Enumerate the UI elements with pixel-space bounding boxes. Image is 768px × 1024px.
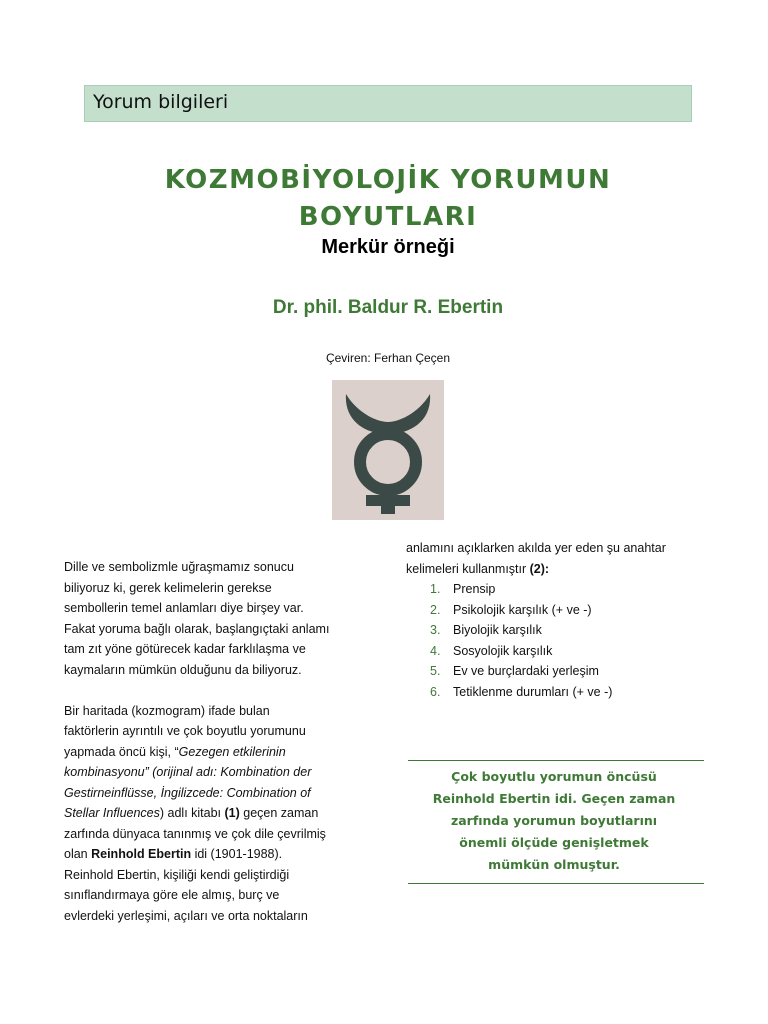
- list-number: 4.: [430, 643, 441, 658]
- reference-marker: (2): [529, 561, 545, 576]
- list-item: [406, 661, 706, 682]
- paragraph-2: [64, 701, 376, 927]
- text-line: sembollerin temel anlamları diye birşey var.: [64, 601, 304, 615]
- translator-credit: Çeviren: Ferhan Çeçen: [325, 351, 451, 365]
- list-item: [406, 641, 706, 662]
- text-line: Bir haritada (kozmogram) ifade bulan: [64, 703, 270, 718]
- pull-quote-line: Çok boyutlu yorumun öncüsü: [451, 769, 657, 784]
- list-item-text: Biyolojik karşılık: [453, 623, 542, 637]
- pull-quote-line: mümkün olmuştur.: [488, 857, 620, 872]
- section-header-label: Yorum bilgileri: [93, 91, 229, 113]
- text-line: sınıflandırmaya göre ele almış, burç ve: [64, 888, 280, 902]
- section-header: [84, 85, 692, 122]
- list-item: [406, 600, 706, 621]
- text-line: evlerdeki yerleşimi, açıları ve orta noktaların: [64, 908, 308, 923]
- list-intro: [406, 538, 706, 579]
- book-title-italic: Gezegen etkilerinin: [178, 744, 286, 759]
- list-item: [406, 620, 706, 641]
- reference-marker: (1): [224, 806, 240, 820]
- text-line: Reinhold Ebertin, kişiliği kendi geliştirdiği: [64, 867, 290, 882]
- list-number: 5.: [430, 664, 441, 678]
- left-text-column: [64, 557, 376, 926]
- author-name: Dr. phil. Baldur R. Ebertin: [272, 297, 504, 318]
- pull-quote-line: zarfında yorumun boyutlarını: [450, 813, 658, 828]
- book-title-italic: Stellar Influences: [64, 806, 160, 820]
- title-line-2: BOYUTLARI: [298, 202, 478, 232]
- list-item-text: Ev ve burçlardaki yerleşim: [453, 664, 599, 678]
- page-title: [84, 162, 692, 236]
- subtitle: Merkür örneği: [321, 236, 455, 258]
- text-line: tam zıt yöne götürecek kadar farklılaşma ve: [64, 642, 306, 656]
- book-title-italic: kombinasyonu” (orijinal adı: Kombination der: [64, 765, 312, 779]
- paragraph-1: [64, 557, 376, 680]
- mercury-symbol-icon: [332, 380, 444, 520]
- text-line: Dille ve sembolizmle uğraşmamız sonucu: [64, 560, 294, 574]
- callout-top-rule: [408, 760, 704, 761]
- book-title-italic: Gestirneinflüsse, İngilizcede: Combination of: [64, 785, 311, 800]
- text-line: anlamını açıklarken akılda yer eden şu anahtar: [406, 541, 666, 555]
- text-line: kaymaların mümkün olduğunu da biliyoruz.: [64, 662, 302, 677]
- list-item: [406, 579, 706, 600]
- list-number: 6.: [430, 684, 441, 699]
- list-number: 1.: [430, 582, 441, 596]
- text-line: geçen zaman: [239, 806, 319, 820]
- person-name: Reinhold Ebertin: [91, 847, 192, 861]
- text-line: Fakat yoruma bağlı olarak, başlangıçtaki anlamı: [64, 621, 330, 636]
- list-number: 3.: [430, 623, 441, 637]
- list-item-text: Prensip: [453, 582, 496, 596]
- pull-quote-line: önemli ölçüde genişletmek: [459, 835, 649, 850]
- text-line: biliyoruz ki, gerek kelimelerin gerekse: [64, 580, 272, 595]
- list-item-text: Sosyolojik karşılık: [453, 643, 553, 658]
- callout-bottom-rule: [408, 883, 704, 884]
- right-text-column: [406, 538, 706, 702]
- text-line: idi (1901-1988).: [191, 847, 283, 861]
- list-item-text: Psikolojik karşılık (+ ve -): [453, 602, 592, 617]
- list-item: [406, 682, 706, 703]
- title-line-1: KOZMOBİYOLOJİK YORUMUN: [164, 165, 612, 195]
- pull-quote: [408, 766, 700, 876]
- text-line: olan: [64, 847, 92, 861]
- text-line: faktörlerin ayrıntılı ve çok boyutlu yorumunu: [64, 724, 306, 738]
- pull-quote-line: Reinhold Ebertin idi. Geçen zaman: [432, 791, 676, 806]
- text-line: kelimeleri kullanmıştır: [406, 561, 530, 576]
- keyword-list: [406, 579, 706, 702]
- mercury-symbol-image: [332, 380, 444, 520]
- text-line: :: [544, 561, 550, 576]
- text-line: zarfında dünyaca tanınmış ve çok dile çevrilmiş: [64, 826, 326, 841]
- list-number: 2.: [430, 602, 441, 617]
- text-line: ) adlı kitabı: [159, 806, 225, 820]
- text-line: yapmada öncü kişi, “: [64, 744, 179, 759]
- list-item-text: Tetiklenme durumları (+ ve -): [453, 684, 613, 699]
